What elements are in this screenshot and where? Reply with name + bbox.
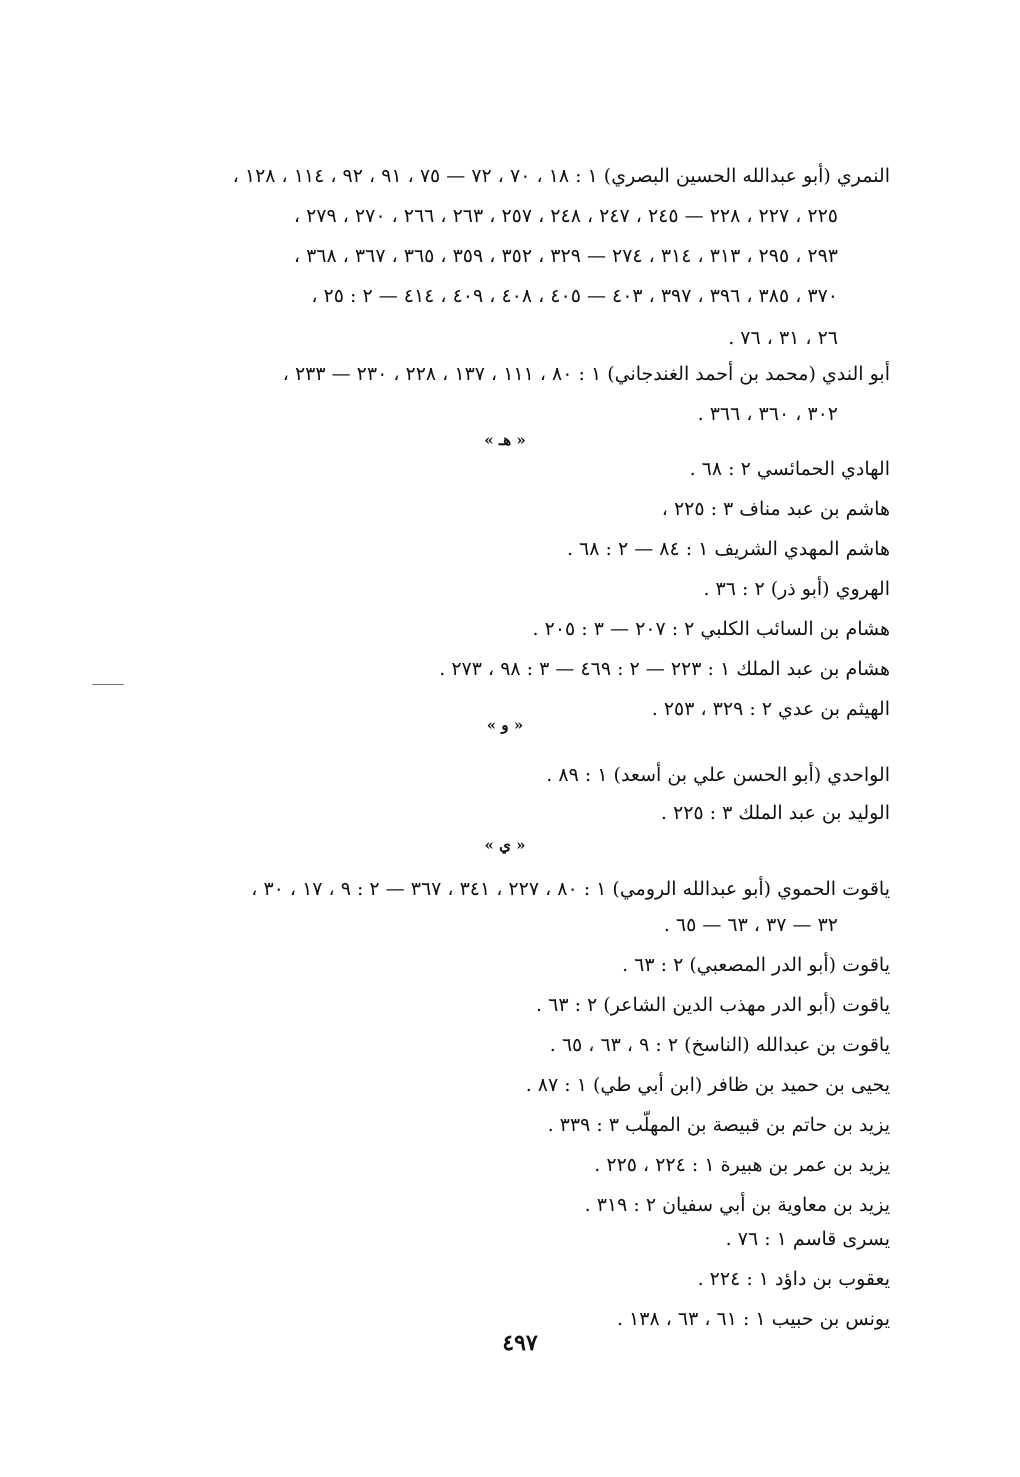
index-entry: ياقوت بن عبدالله (الناسخ) ٢ : ٩ ، ٦٣ ، ٦٥ . [549, 1034, 890, 1056]
index-entry: ياقوت (أبو الدر المصعبي) ٢ : ٦٣ . [622, 954, 890, 976]
index-entry: هشام بن عبد الملك ١ : ٢٢٣ — ٢ : ٤٦٩ — ٣ : ٩٨ ، ٢٧٣ . [439, 658, 890, 680]
index-entry-continuation: ٢٦ ، ٣١ ، ٧٦ . [728, 327, 838, 349]
index-entry: الهروي (أبو ذر) ٢ : ٣٦ . [703, 578, 890, 600]
index-entry: هاشم بن عبد مناف ٣ : ٢٢٥ ، [661, 498, 890, 520]
index-entry: يزيد بن معاوية بن أبي سفيان ٢ : ٣١٩ . [584, 1194, 890, 1216]
index-entry: يحيى بن حميد بن ظافر (ابن أبي طي) ١ : ٨٧ . [525, 1074, 890, 1096]
index-entry-continuation: ٢٢٥ ، ٢٢٧ ، ٢٢٨ — ٢٤٥ ، ٢٤٧ ، ٢٤٨ ، ٢٥٧ ، ٢٦٣ ، ٢٦٦ ، ٢٧٠ ، ٢٧٩ ، [293, 205, 838, 227]
index-entry-continuation: ٢٩٣ ، ٢٩٥ ، ٣١٣ ، ٣١٤ ، ٢٧٤ — ٣٢٩ ، ٣٥٢ ، ٣٥٩ ، ٣٦٥ ، ٣٦٧ ، ٣٦٨ ، [293, 245, 838, 267]
section-letter-header: « ي » [484, 836, 526, 854]
index-entry: يزيد بن عمر بن هبيرة ١ : ٢٢٤ ، ٢٢٥ . [594, 1154, 890, 1176]
index-entry: ياقوت (أبو الدر مهذب الدين الشاعر) ٢ : ٦٣ . [536, 994, 890, 1016]
section-letter-header: « هـ » [484, 431, 526, 449]
page-number: ٤٩٧ [502, 1330, 538, 1356]
index-entry: هاشم المهدي الشريف ١ : ٨٤ — ٢ : ٦٨ . [566, 538, 890, 560]
index-entry: يعقوب بن داؤد ١ : ٢٢٤ . [697, 1268, 890, 1290]
index-entry: هشام بن السائب الكلبي ٢ : ٢٠٧ — ٣ : ٢٠٥ . [532, 618, 890, 640]
index-entry: الوليد بن عبد الملك ٣ : ٢٢٥ . [660, 802, 890, 824]
index-entry: الواحدي (أبو الحسن علي بن أسعد) ١ : ٨٩ . [546, 764, 890, 786]
index-entry: أبو الندي (محمد بن أحمد الغندجاني) ١ : ٨٠ ، ١١١ ، ١٣٧ ، ٢٢٨ ، ٢٣٠ — ٢٣٣ ، [282, 363, 890, 385]
section-letter-header: « و » [486, 716, 524, 734]
index-entry: النمري (أبو عبدالله الحسين البصري) ١ : ١٨ ، ٧٠ ، ٧٢ — ٧٥ ، ٩١ ، ٩٢ ، ١١٤ ، ١٢٨ ، [232, 165, 890, 187]
index-entry: يسرى قاسم ١ : ٧٦ . [725, 1228, 890, 1250]
index-entry-continuation: ٣٢ — ٣٧ ، ٦٣ — ٦٥ . [663, 914, 838, 936]
index-entry: الهيثم بن عدي ٢ : ٣٢٩ ، ٢٥٣ . [651, 698, 890, 720]
index-entry-continuation: ٣٠٢ ، ٣٦٠ ، ٣٦٦ . [697, 403, 838, 425]
index-entry-continuation: ٣٧٠ ، ٣٨٥ ، ٣٩٦ ، ٣٩٧ ، ٤٠٣ — ٤٠٥ ، ٤٠٨ ، ٤٠٩ ، ٤١٤ — ٢ : ٢٥ ، [311, 285, 838, 307]
index-entry: ياقوت الحموي (أبو عبدالله الرومي) ١ : ٨٠ ، ٢٢٧ ، ٣٤١ ، ٣٦٧ — ٢ : ٩ ، ١٧ ، ٣٠ ، [251, 878, 890, 900]
margin-mark [92, 684, 124, 685]
index-entry: الهادي الحمائسي ٢ : ٦٨ . [689, 458, 890, 480]
index-entry: يونس بن حبيب ١ : ٦١ ، ٦٣ ، ١٣٨ . [616, 1308, 890, 1330]
index-entry: يزيد بن حاتم بن قبيصة بن المهلّب ٣ : ٣٣٩ . [547, 1114, 890, 1136]
